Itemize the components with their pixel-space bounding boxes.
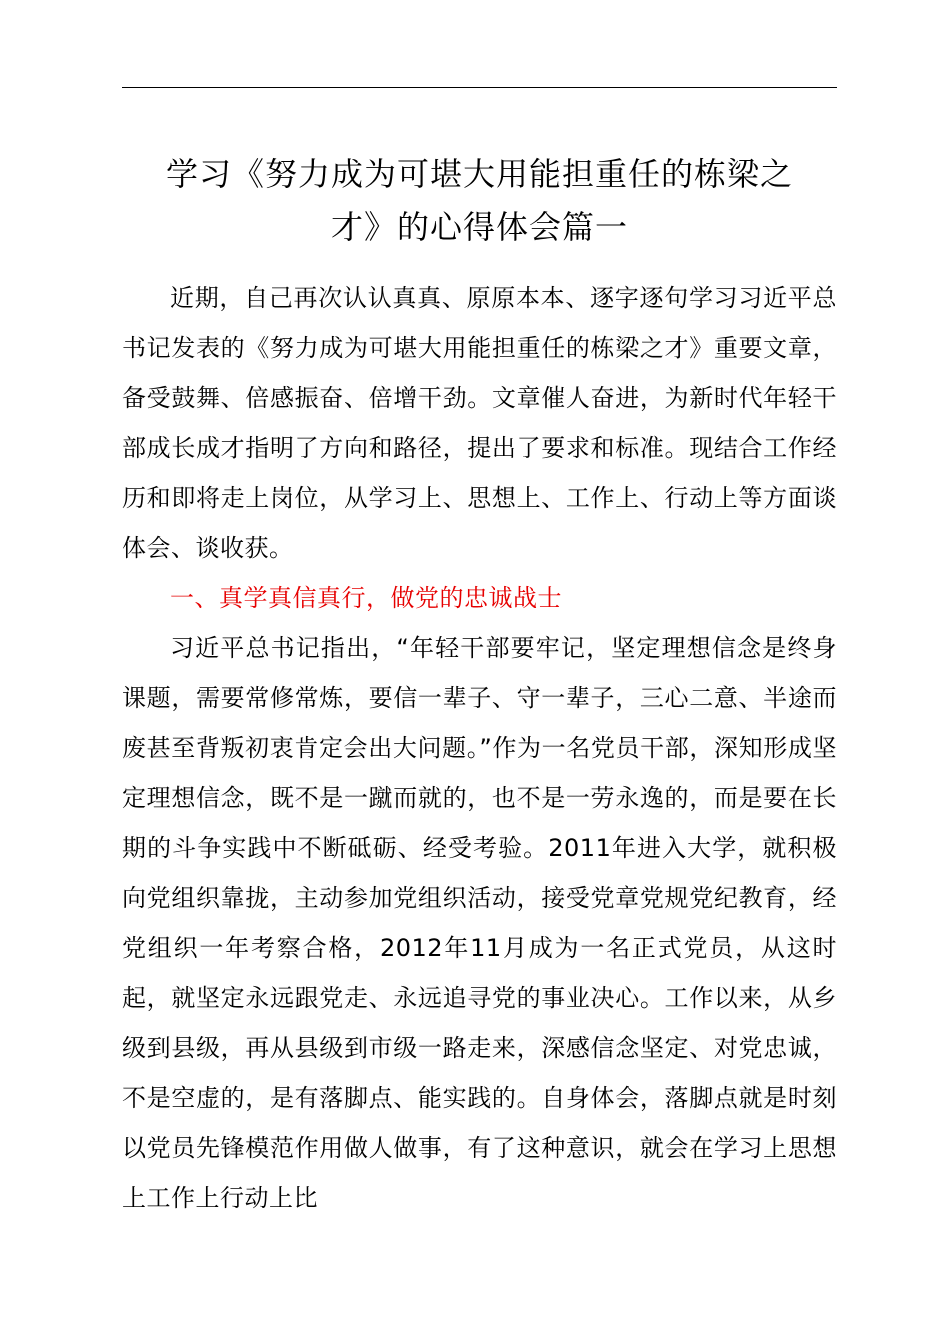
document-title bbox=[122, 148, 837, 254]
title-line-1: 学习《努力成为可堪大用能担重任的栋梁之 bbox=[165, 155, 793, 193]
section-heading-1: 一、真学真信真行，做党的忠诚战士 bbox=[170, 584, 562, 612]
paragraph-intro: 近期，自己再次认认真真、原原本本、逐字逐句学习习近平总书记发表的《努力成为可堪大用能担重任的栋梁之才》重要文章，备受鼓舞、倍感振奋、倍增干劲。文章催人奋进，为新时代年轻干部成长成才指明了方向和路径，提出了要求和标准。现结合工作经历和即将走上岗位，从学习上、思想上、工作上、行动上等方面谈体会、谈收获。 bbox=[122, 284, 837, 562]
document-body bbox=[122, 273, 837, 1223]
title-line-2: 才》的心得体会篇一 bbox=[330, 208, 628, 246]
header-rule bbox=[122, 87, 837, 88]
paragraph-section-1: 习近平总书记指出，“年轻干部要牢记，坚定理想信念是终身课题，需要常修常炼，要信一辈子、守一辈子，三心二意、半途而废甚至背叛初衷肯定会出大问题。”作为一名党员干部，深知形成坚定理想信念，既不是一蹴而就的，也不是一劳永逸的，而是要在长期的斗争实践中不断砥砺、经受考验。2011年进入大学，就积极向党组织靠拢，主动参加党组织活动，接受党章党规党纪教育，经党组织一年考察合格，2012年11月成为一名正式党员，从这时起，就坚定永远跟党走、永远追寻党的事业决心。工作以来，从乡级到县级，再从县级到市级一路走来，深感信念坚定、对党忠诚，不是空虚的，是有落脚点、能实践的。自身体会，落脚点就是时刻以党员先锋模范作用做人做事，有了这种意识，就会在学习上思想上工作上行动上比 bbox=[122, 634, 837, 1212]
